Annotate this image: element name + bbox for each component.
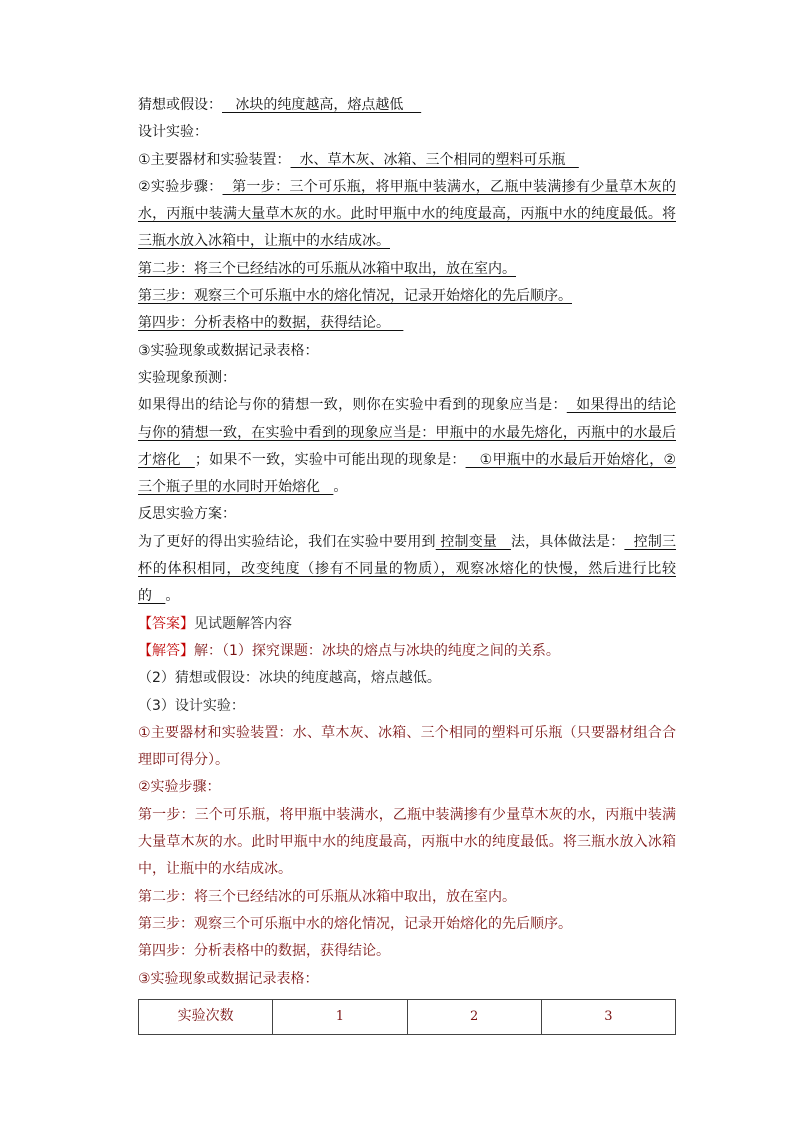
question-text: ；如果不一致，实验中可能出现的现象是： [194,451,466,468]
solution-line [138,638,676,665]
data-record-table [138,999,676,1035]
solution-text: 解：（1）探究课题：冰块的熔点与冰块的纯度之间的关系。 [194,642,560,659]
answer-section [138,611,676,993]
solution-line: ②实验步骤： [138,779,221,796]
solution-line: 第三步：观察三个可乐瓶中水的熔化情况，记录开始熔化的先后顺序。 [138,915,572,932]
question-paragraph [138,119,676,146]
question-text: ③实验现象或数据记录表格： [138,342,319,359]
question-text: 如果得出的结论与你的猜想一致，则你在实验中看到的现象应当是： [138,397,567,414]
question-paragraph [138,392,676,501]
filled-answer-blank: 第二步：将三个已经结冰的可乐瓶从冰箱中取出，放在室内。 [138,260,516,277]
solution-line: ①主要器材和实验装置：水、草木灰、冰箱、三个相同的塑料可乐瓶（只要器材组合合理即可得分）。 [138,724,676,769]
question-paragraph [138,529,676,611]
question-paragraph [138,92,676,119]
solution-line: （2）猜想或假设：冰块的纯度越高，熔点越低。 [138,670,441,687]
filled-answer-blank: 如果得出的结论与你的猜想一致，在实验中看到的现象应当是：甲瓶中的水最先熔化，丙瓶中的水最后才熔化 [138,397,677,468]
table-cell: 3 [541,999,675,1034]
table-cell: 2 [407,999,541,1034]
question-paragraph [138,338,676,365]
document-page [138,92,676,1035]
question-paragraph [138,283,676,310]
solution-line: （3）设计实验： [138,697,245,714]
question-paragraph [138,501,676,528]
filled-answer-blank: 控制变量 [435,533,511,550]
table-cell: 实验次数 [139,999,273,1034]
filled-answer-blank: 水、草木灰、冰箱、三个相同的塑料可乐瓶 [290,151,579,168]
question-text: ①主要器材和实验装置： [138,151,291,168]
filled-answer-blank: 第三步：观察三个可乐瓶中水的熔化情况，记录开始熔化的先后顺序。 [138,288,572,305]
question-text: 为了更好的得出实验结论，我们在实验中要用到 [138,533,436,550]
question-section [138,92,676,611]
filled-answer-blank: 控制三杯的体积相同，改变纯度（掺有不同量的物质），观察冰熔化的快慢，然后进行比较的 [138,533,677,605]
question-text: 。 [333,479,348,496]
answer-tag: 【答案】 [138,615,194,632]
solution-line: ③实验现象或数据记录表格： [138,970,319,987]
question-text: 设计实验： [138,124,208,141]
solution-line: 第二步：将三个已经结冰的可乐瓶从冰箱中取出，放在室内。 [138,888,516,905]
question-paragraph [138,310,676,337]
question-paragraph [138,365,676,392]
table-cell: 1 [273,999,407,1034]
table-header-row [139,999,676,1034]
answer-line [138,611,676,638]
solution-line: 第四步：分析表格中的数据，获得结论。 [138,943,390,960]
filled-answer-blank: ①甲瓶中的水最后开始熔化，②三个瓶子里的水同时开始熔化 [138,451,677,496]
answer-text: 见试题解答内容 [194,615,292,632]
solution-tag: 【解答】 [138,642,194,659]
question-paragraph [138,147,676,174]
question-text: 法，具体做法是： [510,533,625,550]
solution-line: 第一步：三个可乐瓶，将甲瓶中装满水，乙瓶中装满掺有少量草木灰的水，丙瓶中装满大量草木灰的水。此时甲瓶中水的纯度最高，丙瓶中水的纯度最低。将三瓶水放入冰箱中，让瓶中的水结成冰。 [138,806,676,878]
question-text: 。 [165,588,180,605]
filled-answer-blank: 冰块的纯度越高，熔点越低 [222,97,422,113]
question-paragraph [138,256,676,283]
question-text: 猜想或假设： [138,97,222,113]
question-text: ②实验步骤： [138,178,223,195]
question-text: 反思实验方案： [138,506,236,523]
question-paragraph [138,174,676,256]
filled-answer-blank: 第一步：三个可乐瓶，将甲瓶中装满水，乙瓶中装满掺有少量草木灰的水，丙瓶中装满大量草木灰的水。此时甲瓶中水的纯度最高，丙瓶中水的纯度最低。将三瓶水放入冰箱中，让瓶中的水结成冰。 [138,178,676,250]
question-text: 实验现象预测： [138,369,236,386]
filled-answer-blank: 第四步：分析表格中的数据，获得结论。 [138,315,404,332]
